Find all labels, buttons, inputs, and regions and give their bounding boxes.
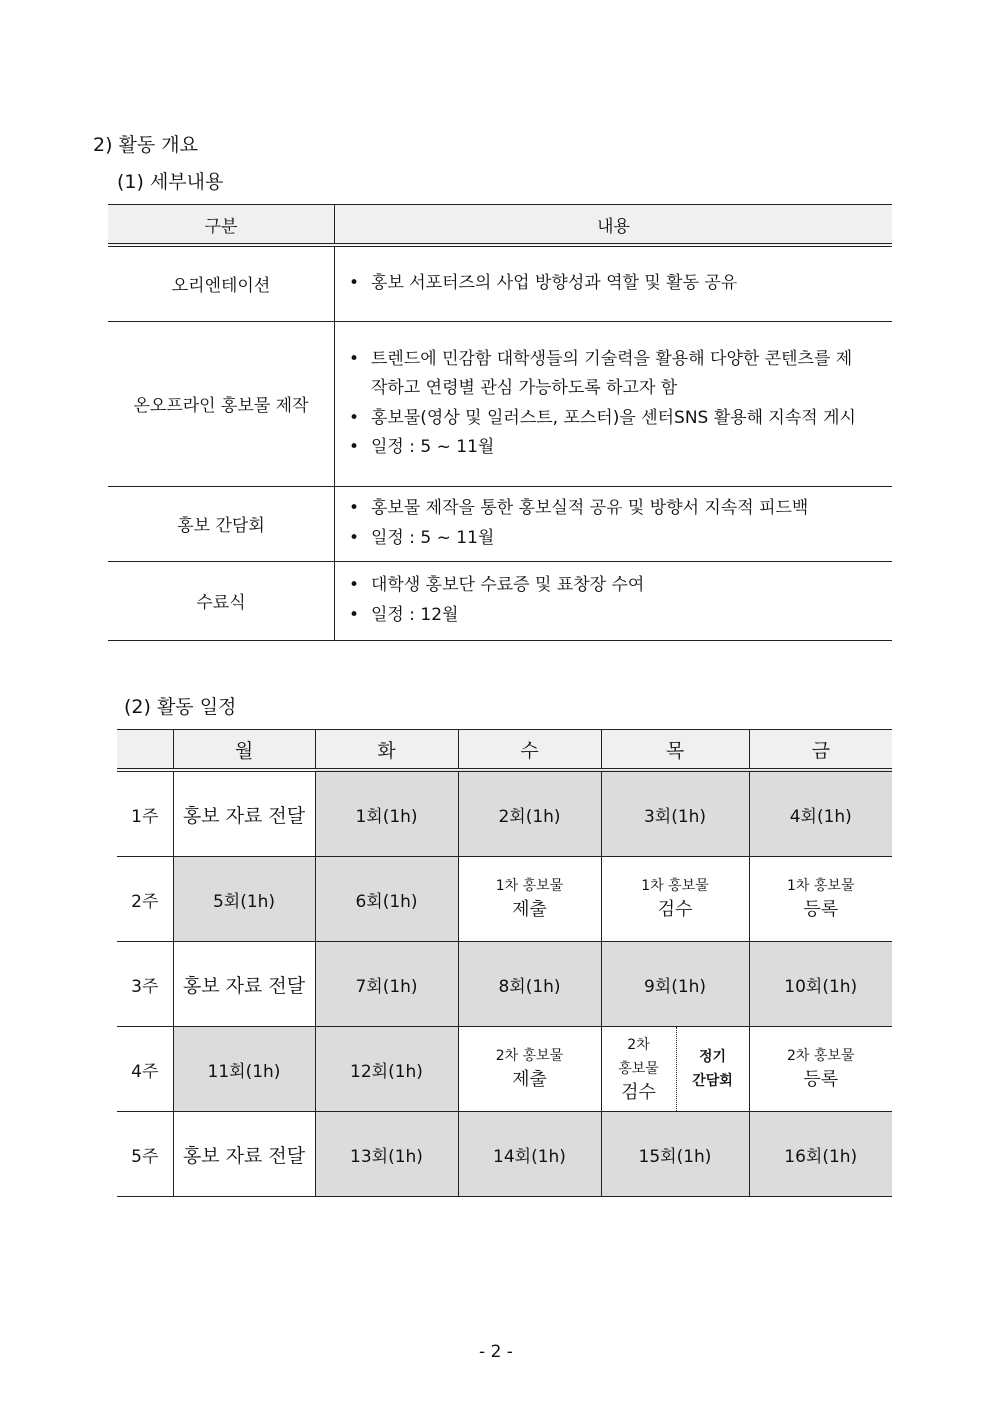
cell-fri-top: 2차 홍보물	[787, 1048, 855, 1064]
table-row	[108, 245, 892, 321]
header-mon: 월	[173, 730, 315, 771]
header-thu: 목	[601, 730, 749, 771]
cell-mon: 홍보 자료 전달	[173, 1112, 315, 1197]
cell-fri: 4회(1h)	[749, 770, 892, 857]
cell-fri-bottom: 등록	[803, 899, 839, 920]
row-content	[335, 321, 893, 486]
row-content	[335, 561, 893, 640]
week-label: 1주	[117, 770, 173, 857]
row-category: 수료식	[108, 561, 335, 640]
cell-fri: 16회(1h)	[749, 1112, 892, 1197]
thu-right-line1: 정기	[698, 1049, 727, 1065]
table-row	[108, 486, 892, 561]
cell-tue: 6회(1h)	[315, 857, 458, 942]
cell-mon: 11회(1h)	[173, 1027, 315, 1112]
cell-fri	[749, 857, 892, 942]
header-fri: 금	[749, 730, 892, 771]
details-table	[108, 204, 892, 641]
cell-tue: 13회(1h)	[315, 1112, 458, 1197]
thu-right-line2: 간담회	[692, 1073, 733, 1089]
list-item: • 홍보물 제작을 통한 홍보실적 공유 및 방향서 지속적 피드백	[345, 494, 892, 524]
cell-thu: 3회(1h)	[601, 770, 749, 857]
cell-thu	[601, 1027, 749, 1112]
schedule-row-week4	[117, 1027, 892, 1112]
cell-mon: 홍보 자료 전달	[173, 770, 315, 857]
cell-wed-bottom: 제출	[512, 899, 547, 920]
cell-thu: 9회(1h)	[601, 942, 749, 1027]
cell-wed: 8회(1h)	[458, 942, 601, 1027]
cell-wed: 14회(1h)	[458, 1112, 601, 1197]
cell-tue: 1회(1h)	[315, 770, 458, 857]
cell-fri: 10회(1h)	[749, 942, 892, 1027]
row-category: 온오프라인 홍보물 제작	[108, 321, 335, 486]
header-wed: 수	[458, 730, 601, 771]
list-item: • 대학생 홍보단 수료증 및 표창장 수여	[345, 571, 892, 601]
header-category: 구분	[108, 205, 335, 246]
header-blank	[117, 730, 173, 771]
cell-thu-left	[602, 1027, 677, 1111]
thu-left-line1: 2차	[627, 1037, 650, 1053]
cell-thu-top: 1차 홍보물	[641, 878, 709, 894]
row-content	[335, 245, 893, 321]
details-table-header	[108, 205, 892, 246]
subsection-heading-details: (1) 세부내용	[117, 171, 224, 193]
row-category: 오리엔테이션	[108, 245, 335, 321]
thu-left-line3: 검수	[621, 1082, 656, 1103]
row-content	[335, 486, 893, 561]
week-label: 3주	[117, 942, 173, 1027]
cell-fri-bottom: 등록	[803, 1069, 839, 1090]
cell-wed-bottom: 제출	[512, 1069, 547, 1090]
section-heading-overview: 2) 활동 개요	[93, 134, 198, 156]
header-content: 내용	[335, 205, 893, 246]
schedule-row-week1	[117, 770, 892, 857]
list-item: • 일정 : 5 ~ 11월	[345, 524, 892, 554]
table-row	[108, 321, 892, 486]
list-item: • 홍보 서포터즈의 사업 방향성과 역할 및 활동 공유	[345, 269, 892, 299]
cell-fri-top: 1차 홍보물	[787, 878, 855, 894]
cell-wed-top: 2차 홍보물	[495, 1048, 564, 1064]
schedule-table	[117, 729, 892, 1197]
row-category: 홍보 간담회	[108, 486, 335, 561]
cell-mon: 홍보 자료 전달	[173, 942, 315, 1027]
cell-thu-split	[602, 1027, 749, 1111]
header-tue: 화	[315, 730, 458, 771]
cell-tue: 12회(1h)	[315, 1027, 458, 1112]
cell-thu-bottom: 검수	[657, 899, 693, 920]
cell-tue: 7회(1h)	[315, 942, 458, 1027]
cell-wed	[458, 1027, 601, 1112]
cell-wed-top: 1차 홍보물	[495, 878, 564, 894]
cell-fri	[749, 1027, 892, 1112]
subsection-heading-schedule: (2) 활동 일정	[124, 696, 237, 718]
schedule-row-week2	[117, 857, 892, 942]
list-item: • 트렌드에 민감함 대학생들의 기술력을 활용해 다양한 콘텐츠를 제작하고 연령별 관심 가능하도록 하고자 함	[345, 345, 892, 404]
page-number: - 2 -	[479, 1342, 513, 1362]
week-label: 5주	[117, 1112, 173, 1197]
cell-thu	[601, 857, 749, 942]
week-label: 2주	[117, 857, 173, 942]
week-label: 4주	[117, 1027, 173, 1112]
cell-wed: 2회(1h)	[458, 770, 601, 857]
thu-left-line2: 홍보물	[618, 1061, 659, 1077]
cell-thu: 15회(1h)	[601, 1112, 749, 1197]
list-item: • 일정 : 5 ~ 11월	[345, 433, 892, 463]
schedule-row-week5	[117, 1112, 892, 1197]
table-row	[108, 561, 892, 640]
cell-wed	[458, 857, 601, 942]
schedule-header	[117, 730, 892, 771]
cell-mon: 5회(1h)	[173, 857, 315, 942]
list-item: • 홍보물(영상 및 일러스트, 포스터)을 센터SNS 활용해 지속적 게시	[345, 404, 892, 434]
list-item: • 일정 : 12월	[345, 601, 892, 631]
schedule-row-week3	[117, 942, 892, 1027]
cell-thu-right	[677, 1027, 749, 1111]
